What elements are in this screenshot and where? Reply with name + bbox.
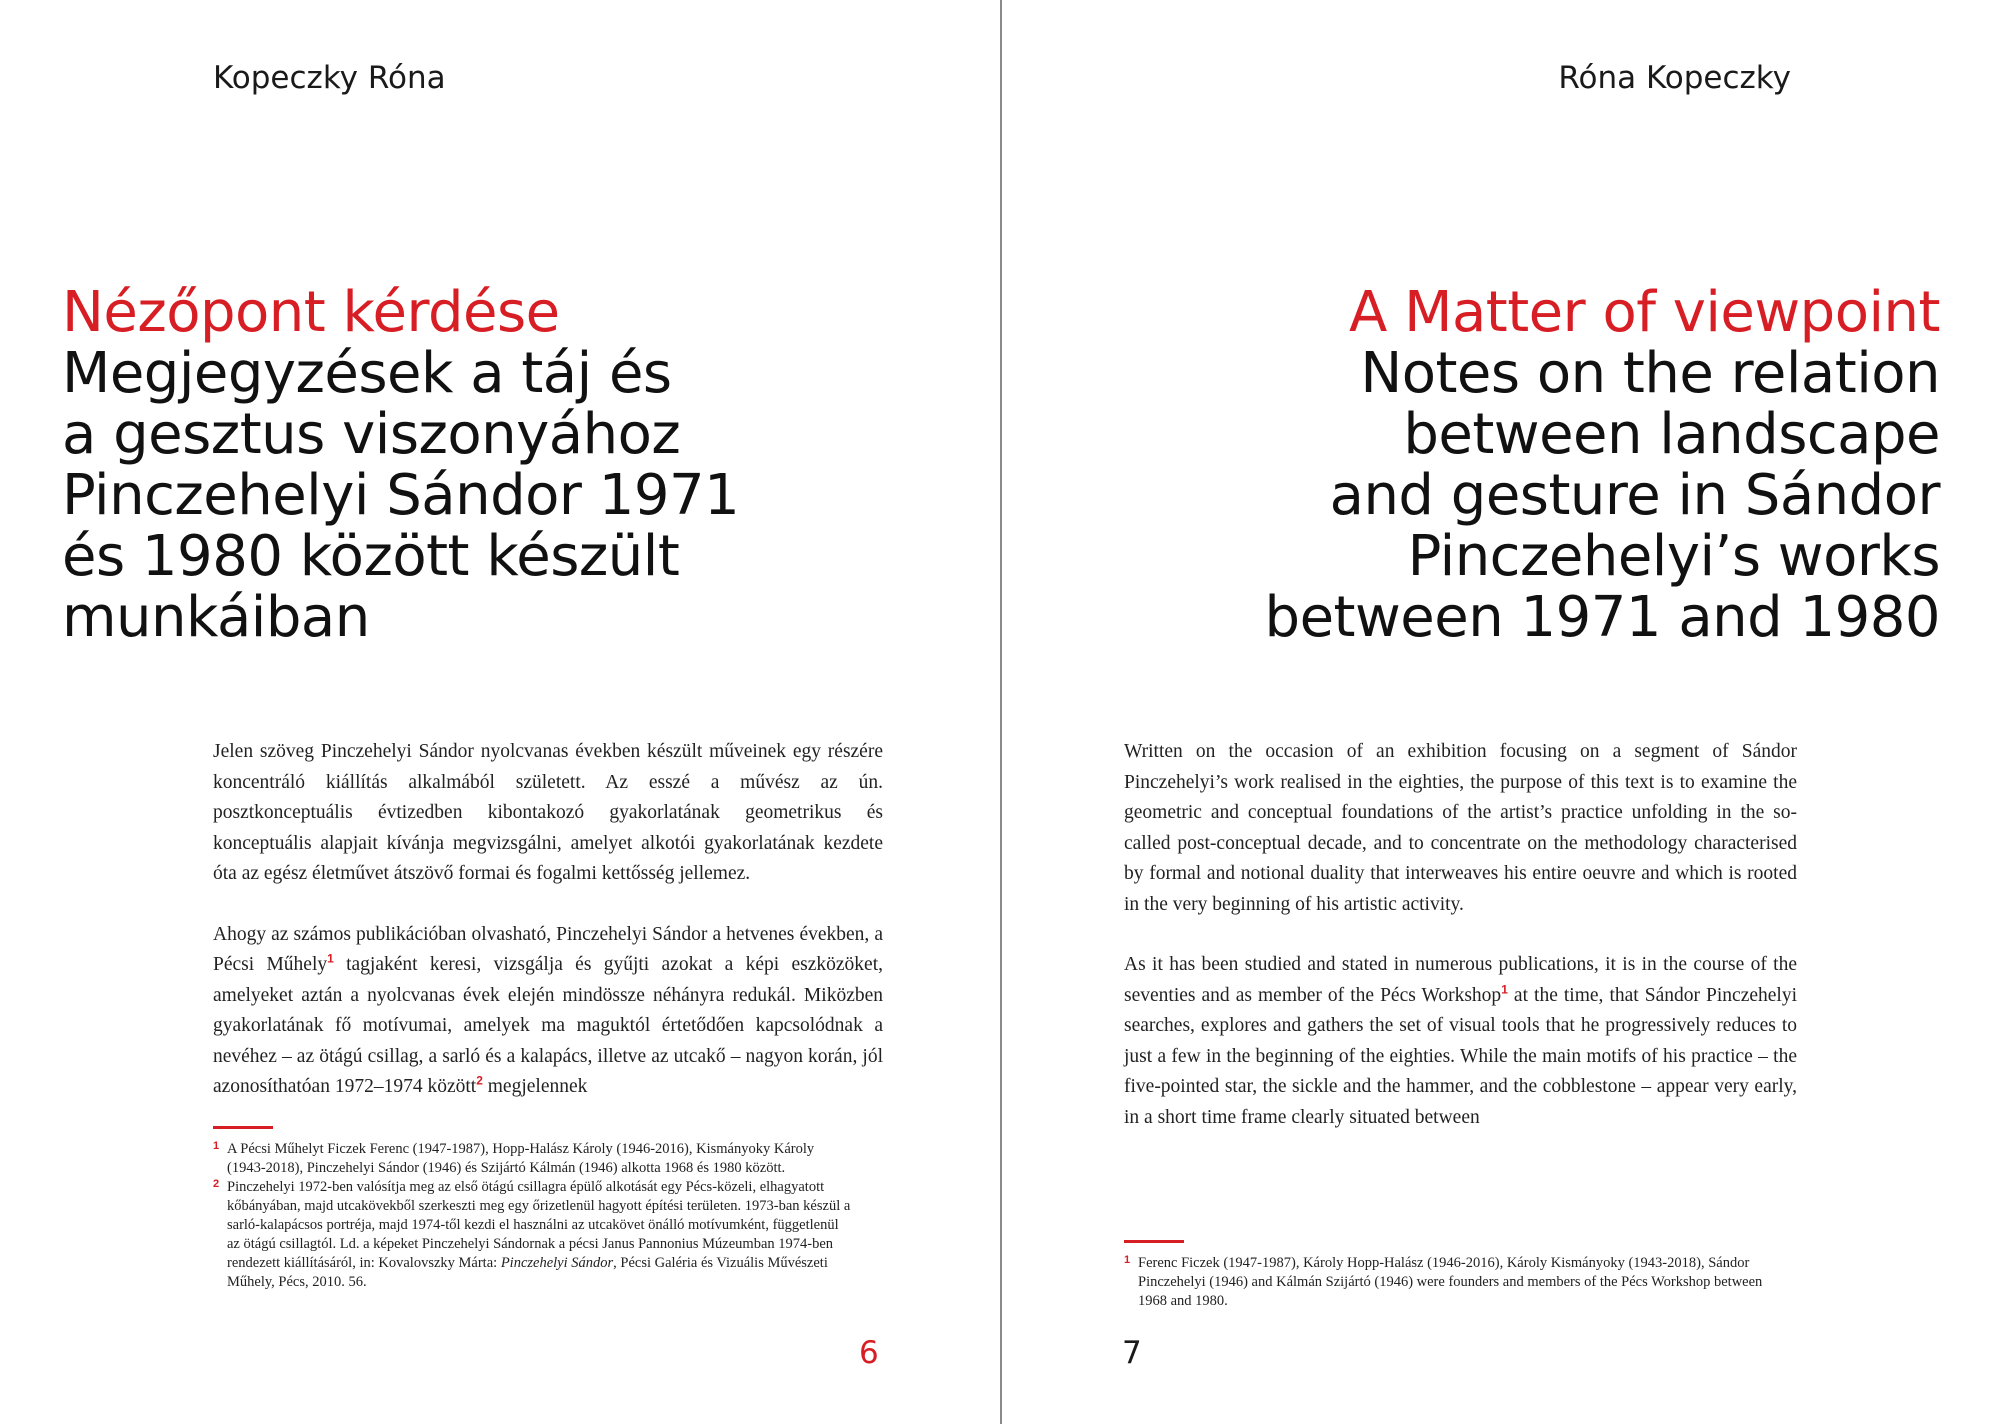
subtitle-line: between 1971 and 1980 [1264, 585, 1940, 650]
author-name: Róna Kopeczky [1558, 60, 1791, 96]
body-text [213, 737, 883, 1103]
paragraph-text: As it has been studied and stated in numerous publications, it is in the course of the seventies and as member of the Pécs Workshop [1124, 954, 1797, 1006]
paragraph [213, 920, 883, 1103]
footnote [213, 1140, 853, 1178]
body-text [1124, 737, 1797, 1133]
footnote-text: A Pécsi Műhelyt Ficzek Ferenc (1947-1987), Hopp-Halász Károly (1946-2016), Kismányoky Károly (1943-2018), Pinczehelyi Sándor (1946) és Szijártó Kálmán (1946) alkotta 1968 és 1980 között. [227, 1141, 815, 1176]
subtitle-line: Pinczehelyi Sándor 1971 [62, 463, 740, 528]
footnote-text: Ferenc Ficzek (1947-1987), Károly Hopp-Halász (1946-2016), Károly Kismányoky (1943-2018), Sándor Pinczehelyi (1946) and Kálmán Szijártó (1946) were founders and members of the Pécs Workshop between 1968 and 1980. [1138, 1255, 1763, 1309]
subtitle-line: és 1980 között készült [62, 524, 680, 589]
title-main: A Matter of viewpoint [1349, 280, 1940, 345]
footnote-ref[interactable]: 1 [327, 951, 334, 966]
paragraph-text: tagjaként keresi, vizsgálja és gyűjti azokat a képi eszközöket, amelyeket aztán a nyolcvanas évek elején mindössze néhányra redukál. Miközben gyakorlatának fő motívumai, amelyek ma maguktól értetődően kapcsolódnak a nevéhez – az ötágú csillag, a sarló és a kalapács, illetve az utcakő – nagyon korán, jól azonosíthatóan 1972–1974 között [213, 954, 883, 1097]
paragraph-text: megjelennek [482, 1076, 588, 1097]
footnotes [213, 1140, 853, 1292]
subtitle-line: Notes on the relation [1360, 341, 1940, 406]
footnote-number: 2 [213, 1178, 220, 1190]
footnote-rule [1124, 1240, 1184, 1243]
footnote-text: Pinczehelyi 1972-ben valósítja meg az első ötágú csillagra épülő alkotását egy Pécs-közeli, elhagyatott kőbányában, majd utcakövekből szerkeszti meg egy őrizetlenül hagyott építési területen. 1973-ban készül a sarló-kalapácsos portréja, majd 1974-től kezdi el használni az utcakövet önálló motívumként, függetlenül az ötágú csillagtól. Ld. a képeket Pinczehelyi Sándornak a pécsi Janus Pannonius Múzeumban 1974-ben rendezett kiállításáról, in: Kovalovszky Márta: [227, 1179, 851, 1271]
footnote-italic: Pinczehelyi Sándor [500, 1255, 614, 1271]
paragraph-text: Ahogy az számos publikációban olvasható, Pinczehelyi Sándor a hetvenes években, a Pécsi Műhely [213, 923, 883, 975]
paragraph: Jelen szöveg Pinczehelyi Sándor nyolcvanas években készült műveinek egy részére koncentráló kiállítás alkalmából született. Az esszé a művész az ún. posztkonceptuális évtizedben kibontakozó gyakorlatának geometrikus és konceptuális alapjait kívánja megvizsgálni, amelyet alkotói gyakorlatának kezdete óta az egész életművet átszövő formai és fogalmi kettősség jellemez. [213, 741, 883, 884]
footnotes [1124, 1254, 1784, 1311]
footnote-number: 1 [1124, 1254, 1131, 1266]
subtitle-line: Megjegyzések a táj és [62, 341, 672, 406]
subtitle-line: and gesture in Sándor [1329, 463, 1940, 528]
title-main: Nézőpont kérdése [62, 280, 560, 345]
title-block [62, 282, 822, 648]
subtitle-line: between landscape [1403, 402, 1940, 467]
footnote-number: 1 [213, 1140, 220, 1152]
subtitle-line: Pinczehelyi’s works [1407, 524, 1940, 589]
subtitle-line: a gesztus viszonyához [62, 402, 681, 467]
footnote-text: , Pécsi Galéria és Vizuális Művészeti Műhely, Pécs, 2010. 56. [227, 1255, 828, 1290]
paragraph [1124, 950, 1797, 1133]
author-name: Kopeczky Róna [213, 60, 446, 96]
footnote-rule [213, 1126, 273, 1129]
paragraph-text: at the time, that Sándor Pinczehelyi searches, explores and gathers the set of visual tools that he progressively reduces to just a few in the beginning of the eighties. While the main motifs of his practice – the five-pointed star, the sickle and the hammer, and the cobblestone – appear very early, in a short time frame clearly situated between [1124, 984, 1797, 1128]
subtitle-line: munkáiban [62, 585, 370, 650]
title-block [1120, 282, 1940, 648]
footnote-ref[interactable]: 2 [476, 1073, 483, 1088]
footnote [213, 1178, 853, 1292]
footnote-ref[interactable]: 1 [1501, 982, 1508, 996]
paragraph: Written on the occasion of an exhibition focusing on a segment of Sándor Pinczehelyi’s work realised in the eighties, the purpose of this text is to examine the geometric and conceptual foundations of the artist’s practice unfolding in the so-called post-conceptual decade, and to concentrate on the methodology characterised by formal and notional duality that interweaves his entire oeuvre and which is rooted in the very beginning of his artistic activity. [1124, 741, 1797, 915]
right-page [1002, 0, 2000, 1424]
page-number: 7 [1122, 1335, 1142, 1371]
page-number: 6 [859, 1335, 879, 1371]
footnote [1124, 1254, 1784, 1311]
